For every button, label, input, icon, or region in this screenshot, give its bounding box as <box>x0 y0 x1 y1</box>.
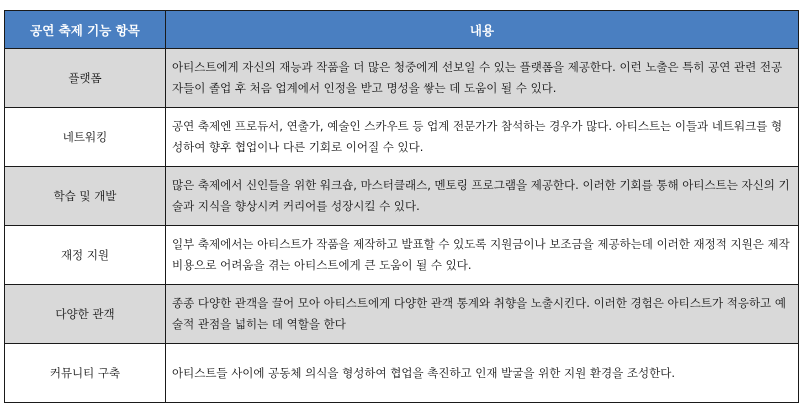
row-feature: 커뮤니티 구축 <box>5 344 166 403</box>
row-feature: 재정 지원 <box>5 226 166 285</box>
row-content: 많은 축제에서 신인들을 위한 워크숍, 마스터클래스, 멘토링 프로그램을 제공한다. 이러한 기회를 통해 아티스트는 자신의 기술과 지식을 향상시켜 커리어를 성장시킬 수 있다. <box>166 167 799 226</box>
row-content: 종종 다양한 관객을 끌어 모아 아티스트에게 다양한 관객 통계와 취향을 노출시킨다. 이러한 경험은 아티스트가 적응하고 예술적 관점을 넓히는 데 역할을 한다 <box>166 285 799 344</box>
row-content: 공연 축제엔 프로듀서, 연출가, 예술인 스카우트 등 업계 전문가가 참석하는 경우가 많다. 아티스트는 이들과 네트워크를 형성하여 향후 협업이나 다른 기회로 이어질 수 있다. <box>166 108 799 167</box>
row-feature: 학습 및 개발 <box>5 167 166 226</box>
table-row <box>5 167 799 226</box>
row-feature: 다양한 관객 <box>5 285 166 344</box>
header-feature: 공연 축제 기능 항목 <box>5 11 166 49</box>
table-row <box>5 108 799 167</box>
festival-functions-table <box>4 10 799 403</box>
header-content: 내용 <box>166 11 799 49</box>
table-row <box>5 344 799 403</box>
table-row <box>5 49 799 108</box>
row-feature: 플랫폼 <box>5 49 166 108</box>
row-content: 아티스트에게 자신의 재능과 작품을 더 많은 청중에게 선보일 수 있는 플랫폼을 제공한다. 이런 노출은 특히 공연 관련 전공자들이 졸업 후 처음 업계에서 인정을 받고 명성을 쌓는 데 도움이 될 수 있다. <box>166 49 799 108</box>
row-content: 아티스트들 사이에 공동체 의식을 형성하여 협업을 촉진하고 인재 발굴을 위한 지원 환경을 조성한다. <box>166 344 799 403</box>
row-content: 일부 축제에서는 아티스트가 작품을 제작하고 발표할 수 있도록 지원금이나 보조금을 제공하는데 이러한 재정적 지원은 제작 비용으로 어려움을 겪는 아티스트에게 큰 도움이 될 수 있다. <box>166 226 799 285</box>
header-row <box>5 11 799 49</box>
table-row <box>5 285 799 344</box>
row-feature: 네트워킹 <box>5 108 166 167</box>
table-row <box>5 226 799 285</box>
